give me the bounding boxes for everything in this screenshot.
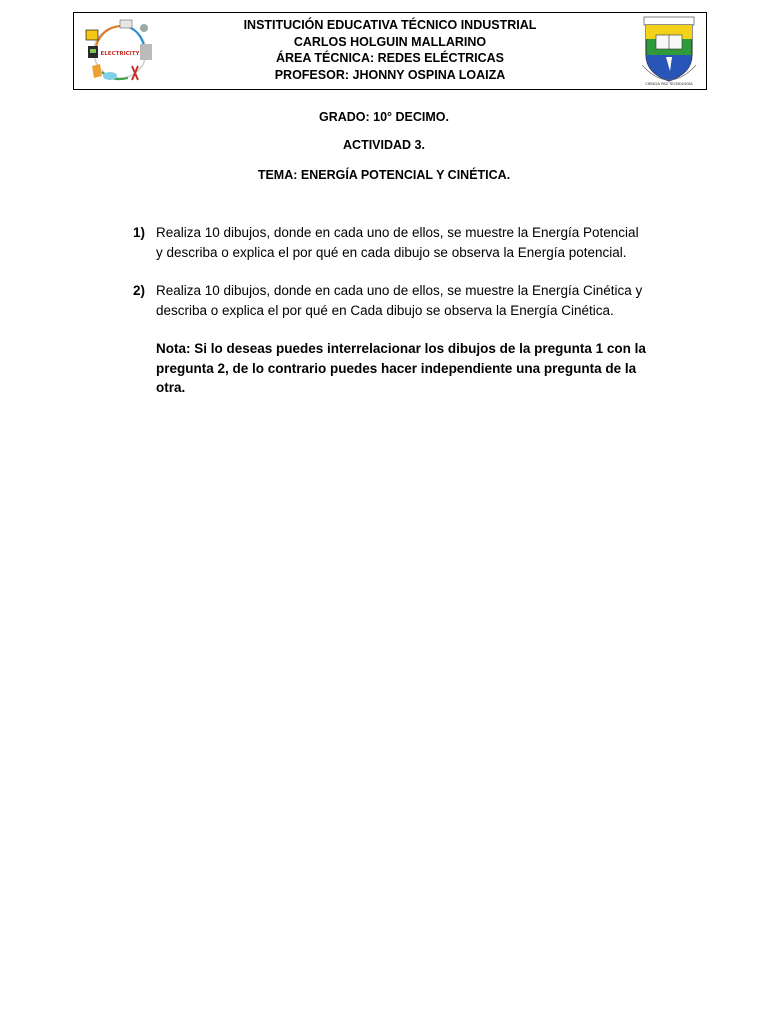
- technical-area: ÁREA TÉCNICA: REDES ELÉCTRICAS: [275, 51, 505, 65]
- electricity-logo: [82, 16, 158, 86]
- question-text-line: Realiza 10 dibujos, donde en cada uno de ellos, se muestre la Energía Potencial: [156, 225, 639, 240]
- shield-motto: CIENCIA PAZ TECNOLOGÍA: [645, 82, 693, 86]
- question-2: [133, 281, 673, 320]
- note-line: otra.: [156, 380, 186, 395]
- institution-header: [194, 17, 586, 83]
- topic-line: TEMA: ENERGÍA POTENCIAL Y CINÉTICA.: [257, 168, 511, 182]
- grade-line: GRADO: 10° DECIMO.: [318, 110, 449, 124]
- question-text-line: Realiza 10 dibujos, donde en cada uno de ellos, se muestre la Energía Cinética y: [156, 283, 643, 298]
- note-line: pregunta 2, de lo contrario puedes hacer independiente una pregunta de la: [156, 360, 637, 376]
- header-box: [73, 12, 707, 90]
- teacher-name: PROFESOR: JHONNY OSPINA LOAIZA: [274, 67, 506, 82]
- question-number: 1): [133, 225, 146, 240]
- logo-text: ELECTRICITY: [100, 51, 140, 57]
- question-text-line: y describa o explica el por qué en cada dibujo se observa la Energía potencial.: [156, 244, 627, 260]
- note-paragraph: [156, 339, 666, 398]
- question-text-line: describa o explica el por qué en Cada dibujo se observa la Energía Cinética.: [156, 302, 614, 318]
- institution-name: INSTITUCIÓN EDUCATIVA TÉCNICO INDUSTRIAL: [243, 18, 537, 32]
- school-name: CARLOS HOLGUIN MALLARINO: [293, 34, 487, 49]
- question-1: [133, 223, 673, 262]
- question-number: 2): [133, 283, 146, 298]
- activity-line: ACTIVIDAD 3.: [343, 138, 425, 152]
- note-line: Nota: Si lo deseas puedes interrelacionar los dibujos de la pregunta 1 con la: [156, 341, 646, 356]
- school-shield-logo: [640, 15, 698, 87]
